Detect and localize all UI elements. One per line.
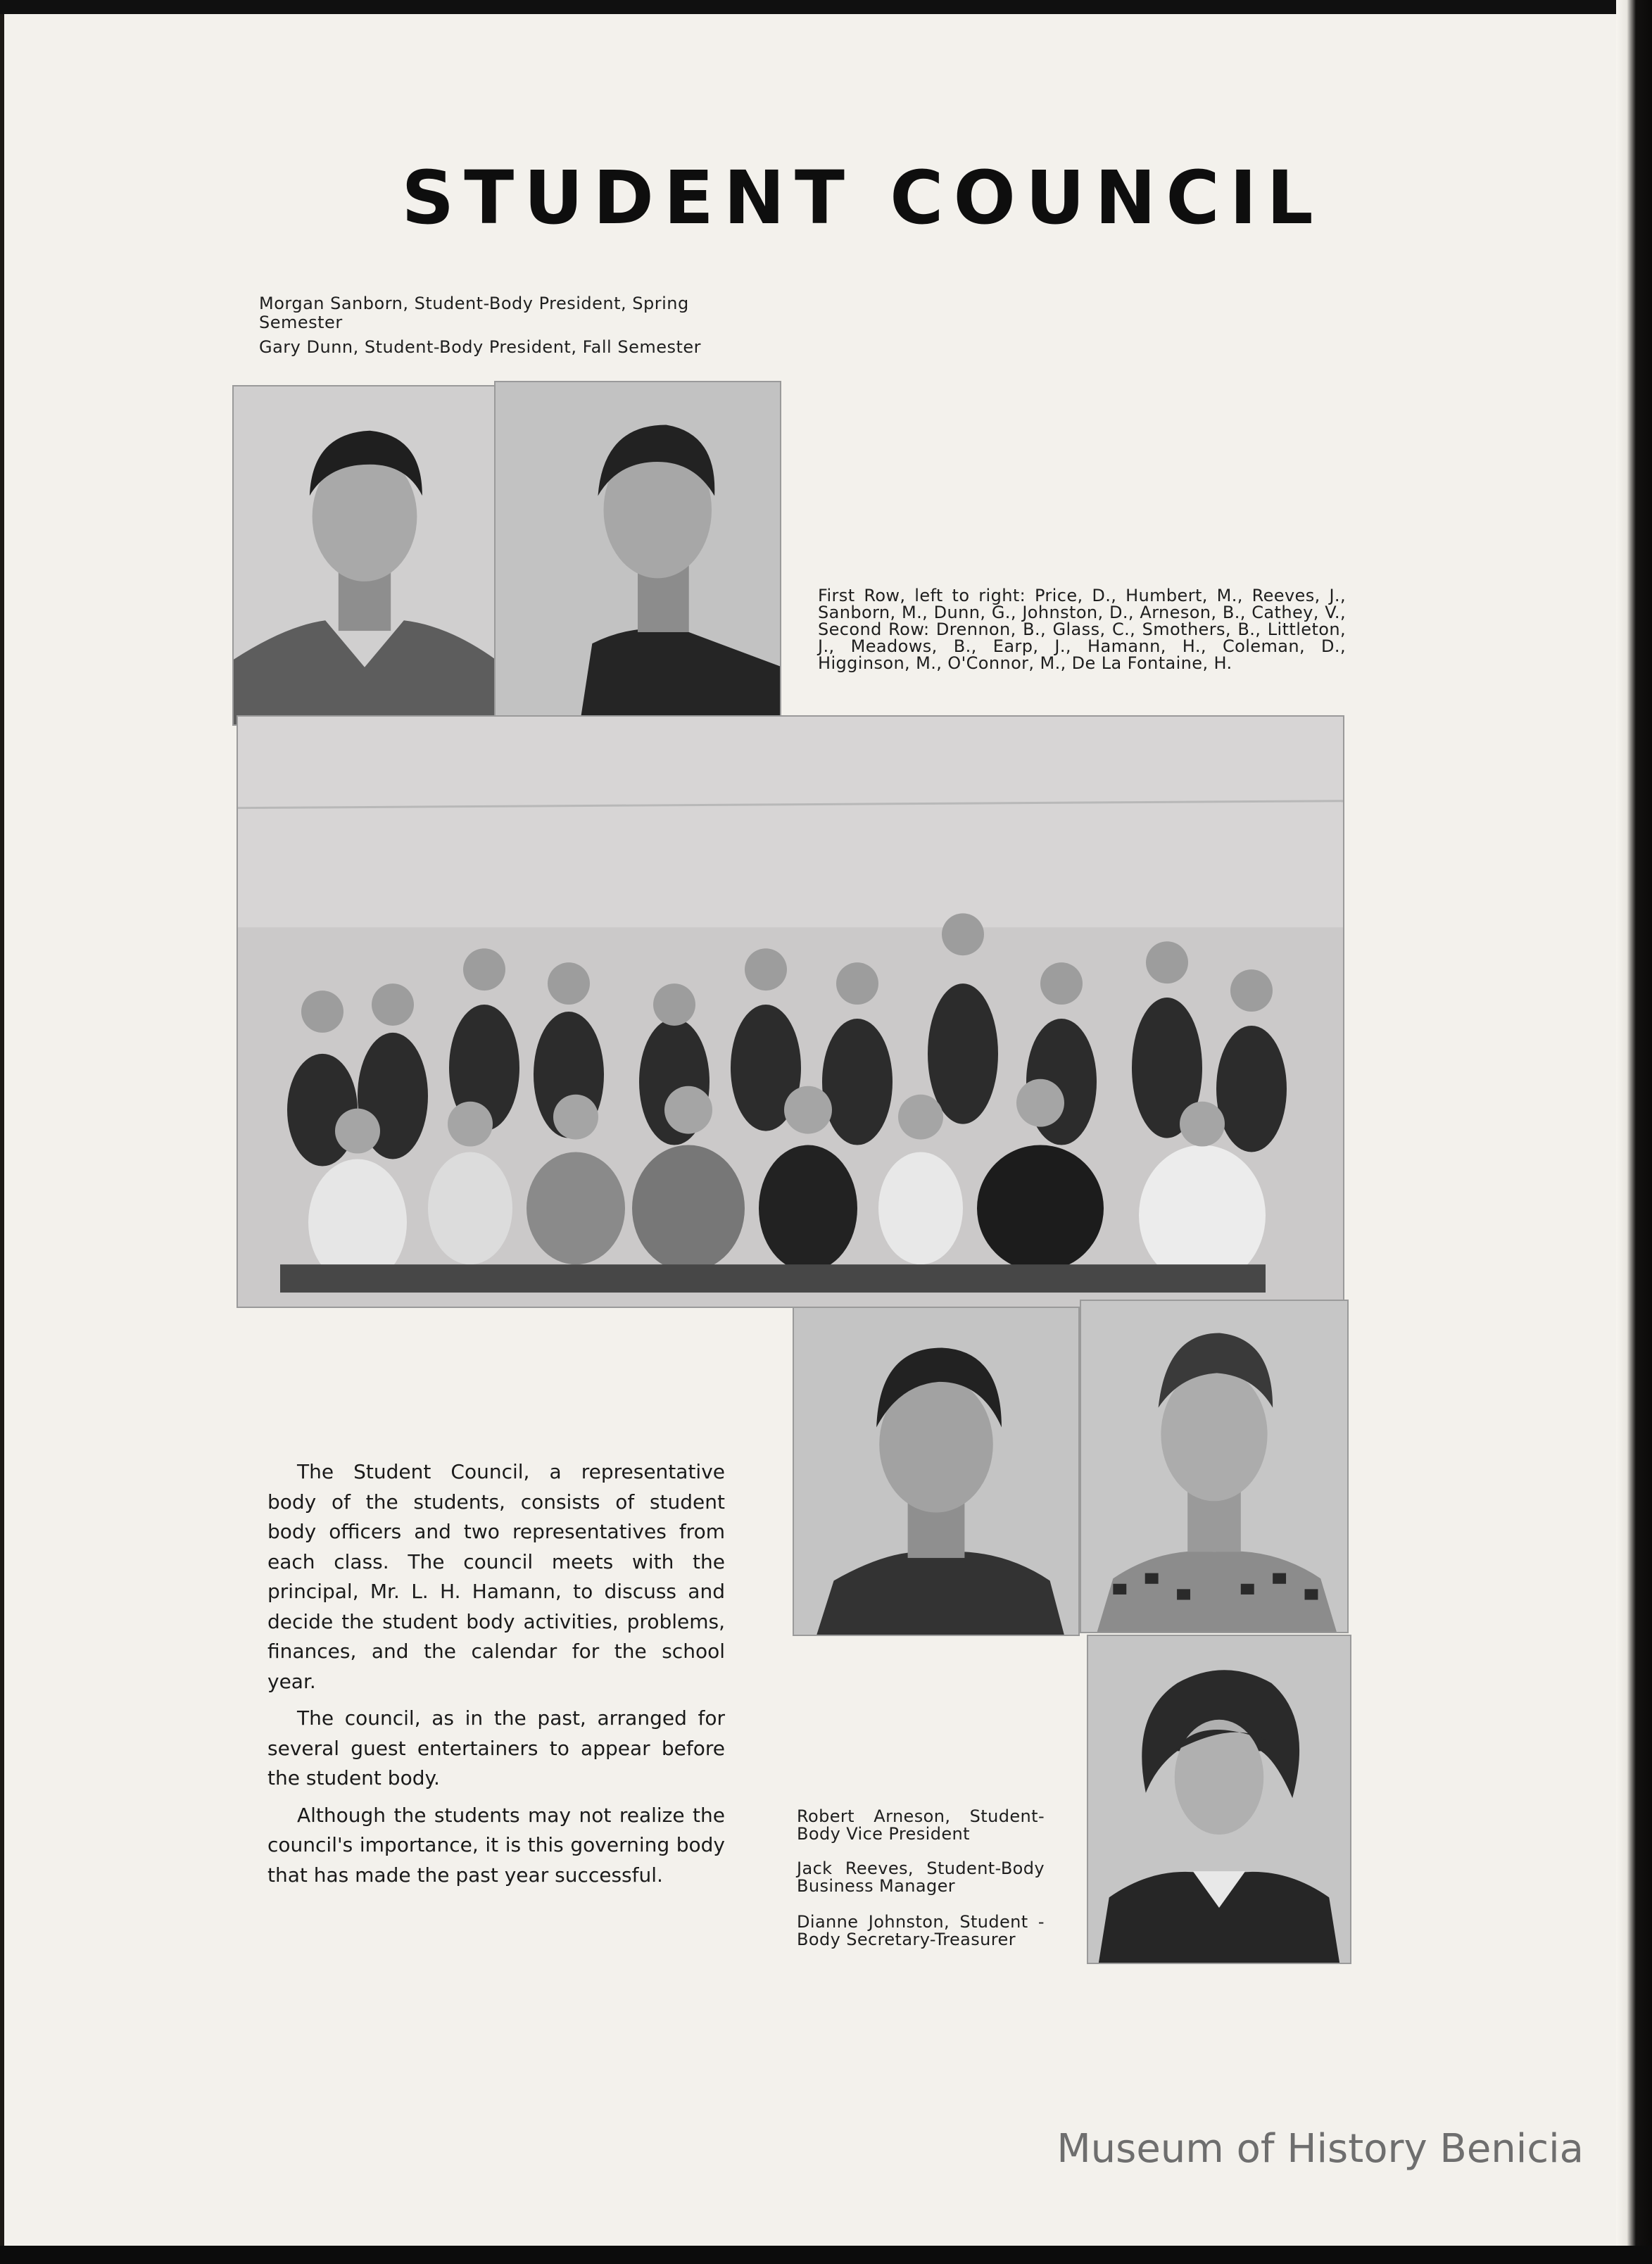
- portrait-robert-arneson: [793, 1307, 1080, 1636]
- president-spring-caption: Morgan Sanborn, Student-Body President, Spring Semester: [259, 294, 689, 332]
- caption-vice-president: Robert Arneson, Student-Body Vice President: [797, 1806, 1045, 1844]
- description-paragraph-3: Although the students may not realize the council's importance, it is this governing body that has made the past year successful.: [267, 1803, 725, 1887]
- museum-watermark: Museum of History Benicia: [1057, 2126, 1584, 2172]
- portrait-dianne-johnston: [1087, 1635, 1351, 1964]
- portrait-morgan-sanborn: [232, 385, 497, 726]
- president-fall-caption: Gary Dunn, Student-Body President, Fall Semester: [259, 337, 702, 357]
- book-spine: [1616, 0, 1652, 2264]
- group-photo-student-council: [237, 715, 1344, 1308]
- scan-top-edge: [0, 0, 1652, 14]
- caption-business-manager: Jack Reeves, Student-Body Business Manager: [797, 1859, 1045, 1896]
- council-description: [267, 1457, 725, 1897]
- portrait-jack-reeves: [1080, 1300, 1349, 1633]
- portrait-gary-dunn: [494, 381, 781, 719]
- page-title: STUDENT COUNCIL: [401, 155, 1323, 241]
- caption-secretary-treasurer: Dianne Johnston, Student - Body Secretary-Treasurer: [797, 1912, 1045, 1949]
- scan-bottom-edge: [0, 2246, 1652, 2264]
- group-photo-caption: First Row, left to right: Price, D., Humbert, M., Reeves, J., Sanborn, M., Dunn, G., Johnston, D., Arneson, B., Cathey, V., Second Row: Drennon, B., Glass, C., Smothers, B., Littleton, J., Meadows, B., Earp, J., Hamann, H., Coleman, D., Higginson, M., O'Connor, M., De La Fontaine, H.: [818, 586, 1346, 673]
- description-paragraph-1: The Student Council, a representative body of the students, consists of student body officers and two representatives from each class. The council meets with the principal, Mr. L. H. Hamann, to discuss and decide the student body activities, problems, finances, and the calendar for the school year.: [267, 1460, 725, 1693]
- description-paragraph-2: The council, as in the past, arranged for several guest entertainers to appear before the student body.: [267, 1706, 725, 1790]
